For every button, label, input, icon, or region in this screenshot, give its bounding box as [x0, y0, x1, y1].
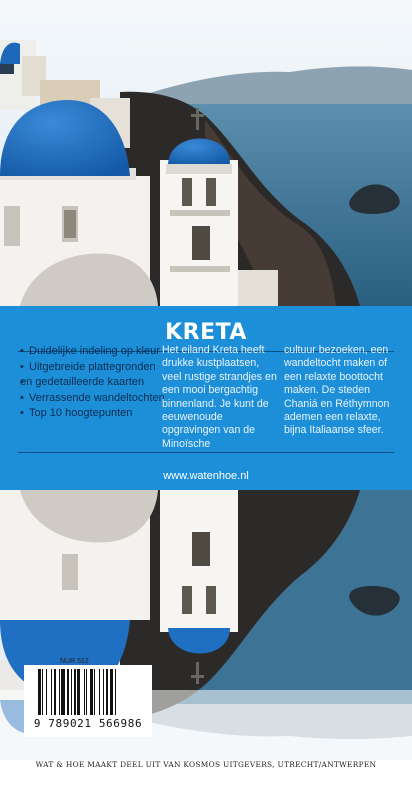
info-band — [0, 306, 412, 490]
publisher-imprint: WAT & HOE MAAKT DEEL UIT VAN KOSMOS UITGEVERS, UTRECHT/ANTWERPEN — [35, 760, 377, 769]
barcode-bar — [42, 669, 43, 715]
barcode-bar — [54, 669, 57, 715]
barcode-bar — [115, 669, 116, 715]
barcode-box — [24, 665, 152, 737]
barcode-bar — [103, 669, 104, 715]
barcode-bar — [59, 669, 60, 715]
nur-code: NUR 512 — [60, 658, 89, 665]
book-title: KRETA — [165, 320, 247, 345]
feature-item-continued: • en gedetailleerde kaarten — [20, 375, 158, 391]
barcode-bar — [61, 669, 65, 715]
feature-list — [20, 344, 165, 422]
barcode-bar — [74, 669, 75, 715]
santorini-photo-icon — [0, 0, 412, 306]
barcode-bar — [99, 669, 100, 715]
barcode-bar — [67, 669, 70, 715]
barcode-bar — [94, 669, 95, 715]
barcode-bar — [77, 669, 80, 715]
website-url: www.watenhoe.nl — [163, 470, 249, 482]
barcode-bar — [110, 669, 114, 715]
isbn-number: 9 789021 566986 — [33, 717, 143, 730]
barcode-bar — [51, 669, 52, 715]
barcode-bar — [90, 669, 93, 715]
divider-bottom — [18, 452, 394, 453]
feature-item: • Uitgebreide plattegronden — [20, 360, 158, 376]
cover-photo — [0, 0, 412, 306]
barcode-bar — [46, 669, 47, 715]
barcode-bar — [71, 669, 72, 715]
blurb-column-2: cultuur bezoeken, een wandeltocht maken of een relaxte boottocht maken. De steden Chaniá en Réthymnon ademen een relaxte, bijna Italiaanse sfeer. — [284, 344, 390, 437]
barcode-icon — [38, 669, 142, 715]
blurb-column-1: Het eiland Kreta heeft drukke kustplaatsen, veel rustige strandjes en een mooi bergachtig binnenland. Je kunt de eeuwenoude opgravingen van de Minoïsche — [162, 344, 277, 450]
feature-item: • Top 10 hoogtepunten — [20, 406, 158, 422]
feature-item: • Verrassende wandeltochten — [20, 391, 158, 407]
feature-item: • Duidelijke indeling op kleur — [20, 344, 158, 360]
barcode-bar — [86, 669, 87, 715]
barcode-bar — [38, 669, 41, 715]
barcode-bar — [84, 669, 85, 715]
barcode-bar — [106, 669, 109, 715]
